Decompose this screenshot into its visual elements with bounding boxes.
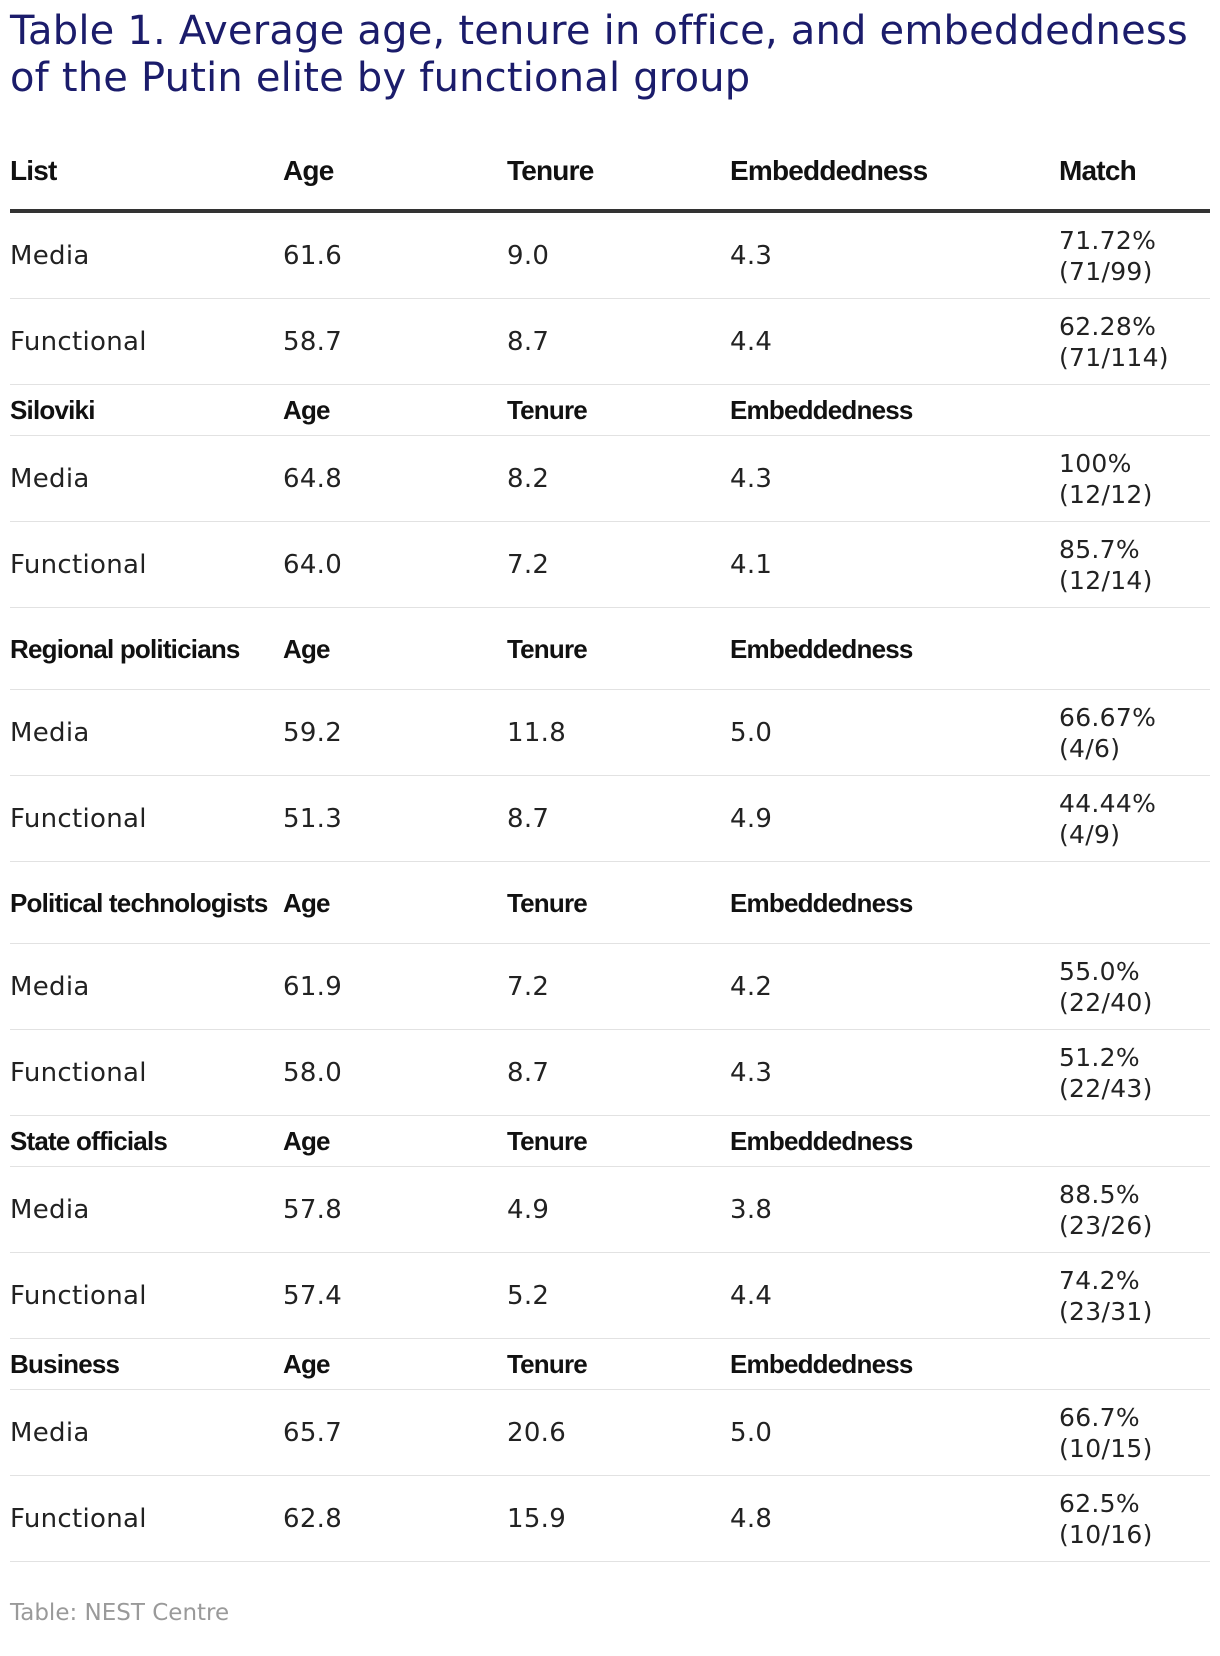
list-cell: Functional [10, 299, 283, 385]
group-empty-cell [1059, 385, 1210, 436]
embeddedness-cell: 5.0 [730, 1390, 1059, 1476]
list-cell: Functional [10, 522, 283, 608]
table-title: Table 1. Average age, tenure in office, and embeddedness of the Putin elite by functional group [10, 8, 1188, 101]
column-header-embeddedness: Embeddedness [730, 133, 1059, 211]
group-column-label: Embeddedness [730, 1116, 1059, 1167]
group-column-label: Age [283, 1339, 507, 1390]
list-cell: Media [10, 436, 283, 522]
list-cell: Media [10, 1167, 283, 1253]
table-row [10, 1030, 1210, 1116]
group-column-label: Age [283, 862, 507, 944]
table-row [10, 1167, 1210, 1253]
group-column-label: Tenure [507, 862, 730, 944]
group-name: State officials [10, 1116, 283, 1167]
tenure-cell: 20.6 [507, 1390, 730, 1476]
column-header-match: Match [1059, 133, 1210, 211]
age-cell: 58.0 [283, 1030, 507, 1116]
list-cell: Functional [10, 1253, 283, 1339]
group-column-label: Tenure [507, 1116, 730, 1167]
embeddedness-cell: 4.3 [730, 1030, 1059, 1116]
tenure-cell: 8.7 [507, 776, 730, 862]
group-header-row [10, 1116, 1210, 1167]
list-cell: Functional [10, 776, 283, 862]
column-header-age: Age [283, 133, 507, 211]
embeddedness-cell: 4.4 [730, 1253, 1059, 1339]
tenure-cell: 11.8 [507, 690, 730, 776]
match-cell: 88.5% (23/26) [1059, 1167, 1210, 1253]
group-empty-cell [1059, 862, 1210, 944]
list-cell: Media [10, 690, 283, 776]
tenure-cell: 7.2 [507, 522, 730, 608]
table-row [10, 1253, 1210, 1339]
embeddedness-cell: 4.3 [730, 211, 1059, 299]
table-row [10, 1390, 1210, 1476]
group-name: Siloviki [10, 385, 283, 436]
group-empty-cell [1059, 1339, 1210, 1390]
match-cell: 66.7% (10/15) [1059, 1390, 1210, 1476]
match-cell: 55.0% (22/40) [1059, 944, 1210, 1030]
table-row [10, 522, 1210, 608]
group-header-row [10, 1339, 1210, 1390]
table-row [10, 690, 1210, 776]
table-header-row [10, 133, 1210, 211]
group-column-label: Age [283, 385, 507, 436]
embeddedness-cell: 5.0 [730, 690, 1059, 776]
age-cell: 57.4 [283, 1253, 507, 1339]
tenure-cell: 9.0 [507, 211, 730, 299]
group-column-label: Tenure [507, 608, 730, 690]
group-name: Business [10, 1339, 283, 1390]
tenure-cell: 7.2 [507, 944, 730, 1030]
group-name: Regional politicians [10, 608, 283, 690]
group-header-row [10, 608, 1210, 690]
list-cell: Functional [10, 1476, 283, 1562]
age-cell: 65.7 [283, 1390, 507, 1476]
group-column-label: Age [283, 1116, 507, 1167]
age-cell: 64.0 [283, 522, 507, 608]
age-cell: 62.8 [283, 1476, 507, 1562]
column-header-list: List [10, 133, 283, 211]
embeddedness-cell: 3.8 [730, 1167, 1059, 1253]
group-empty-cell [1059, 608, 1210, 690]
tenure-cell: 15.9 [507, 1476, 730, 1562]
match-cell: 44.44% (4/9) [1059, 776, 1210, 862]
embeddedness-cell: 4.2 [730, 944, 1059, 1030]
embeddedness-cell: 4.3 [730, 436, 1059, 522]
match-cell: 71.72% (71/99) [1059, 211, 1210, 299]
age-cell: 51.3 [283, 776, 507, 862]
group-column-label: Age [283, 608, 507, 690]
match-cell: 100% (12/12) [1059, 436, 1210, 522]
table-row [10, 299, 1210, 385]
match-cell: 74.2% (23/31) [1059, 1253, 1210, 1339]
table-row [10, 211, 1210, 299]
age-cell: 57.8 [283, 1167, 507, 1253]
group-column-label: Tenure [507, 1339, 730, 1390]
table-row [10, 1476, 1210, 1562]
table-body [10, 211, 1210, 1562]
embeddedness-cell: 4.8 [730, 1476, 1059, 1562]
embeddedness-cell: 4.4 [730, 299, 1059, 385]
match-cell: 51.2% (22/43) [1059, 1030, 1210, 1116]
group-column-label: Embeddedness [730, 608, 1059, 690]
group-header-row [10, 385, 1210, 436]
list-cell: Media [10, 1390, 283, 1476]
column-header-tenure: Tenure [507, 133, 730, 211]
table-row [10, 436, 1210, 522]
data-table [10, 133, 1210, 1562]
embeddedness-cell: 4.9 [730, 776, 1059, 862]
group-column-label: Embeddedness [730, 1339, 1059, 1390]
match-cell: 66.67% (4/6) [1059, 690, 1210, 776]
tenure-cell: 8.2 [507, 436, 730, 522]
embeddedness-cell: 4.1 [730, 522, 1059, 608]
list-cell: Media [10, 211, 283, 299]
age-cell: 64.8 [283, 436, 507, 522]
group-empty-cell [1059, 1116, 1210, 1167]
tenure-cell: 5.2 [507, 1253, 730, 1339]
match-cell: 62.5% (10/16) [1059, 1476, 1210, 1562]
group-name: Political technologists [10, 862, 283, 944]
group-header-row [10, 862, 1210, 944]
source-note: Table: NEST Centre [10, 1600, 230, 1626]
age-cell: 59.2 [283, 690, 507, 776]
list-cell: Media [10, 944, 283, 1030]
list-cell: Functional [10, 1030, 283, 1116]
group-column-label: Embeddedness [730, 862, 1059, 944]
group-column-label: Tenure [507, 385, 730, 436]
match-cell: 85.7% (12/14) [1059, 522, 1210, 608]
tenure-cell: 8.7 [507, 1030, 730, 1116]
age-cell: 58.7 [283, 299, 507, 385]
tenure-cell: 8.7 [507, 299, 730, 385]
age-cell: 61.9 [283, 944, 507, 1030]
group-column-label: Embeddedness [730, 385, 1059, 436]
tenure-cell: 4.9 [507, 1167, 730, 1253]
match-cell: 62.28% (71/114) [1059, 299, 1210, 385]
table-row [10, 944, 1210, 1030]
age-cell: 61.6 [283, 211, 507, 299]
table-row [10, 776, 1210, 862]
